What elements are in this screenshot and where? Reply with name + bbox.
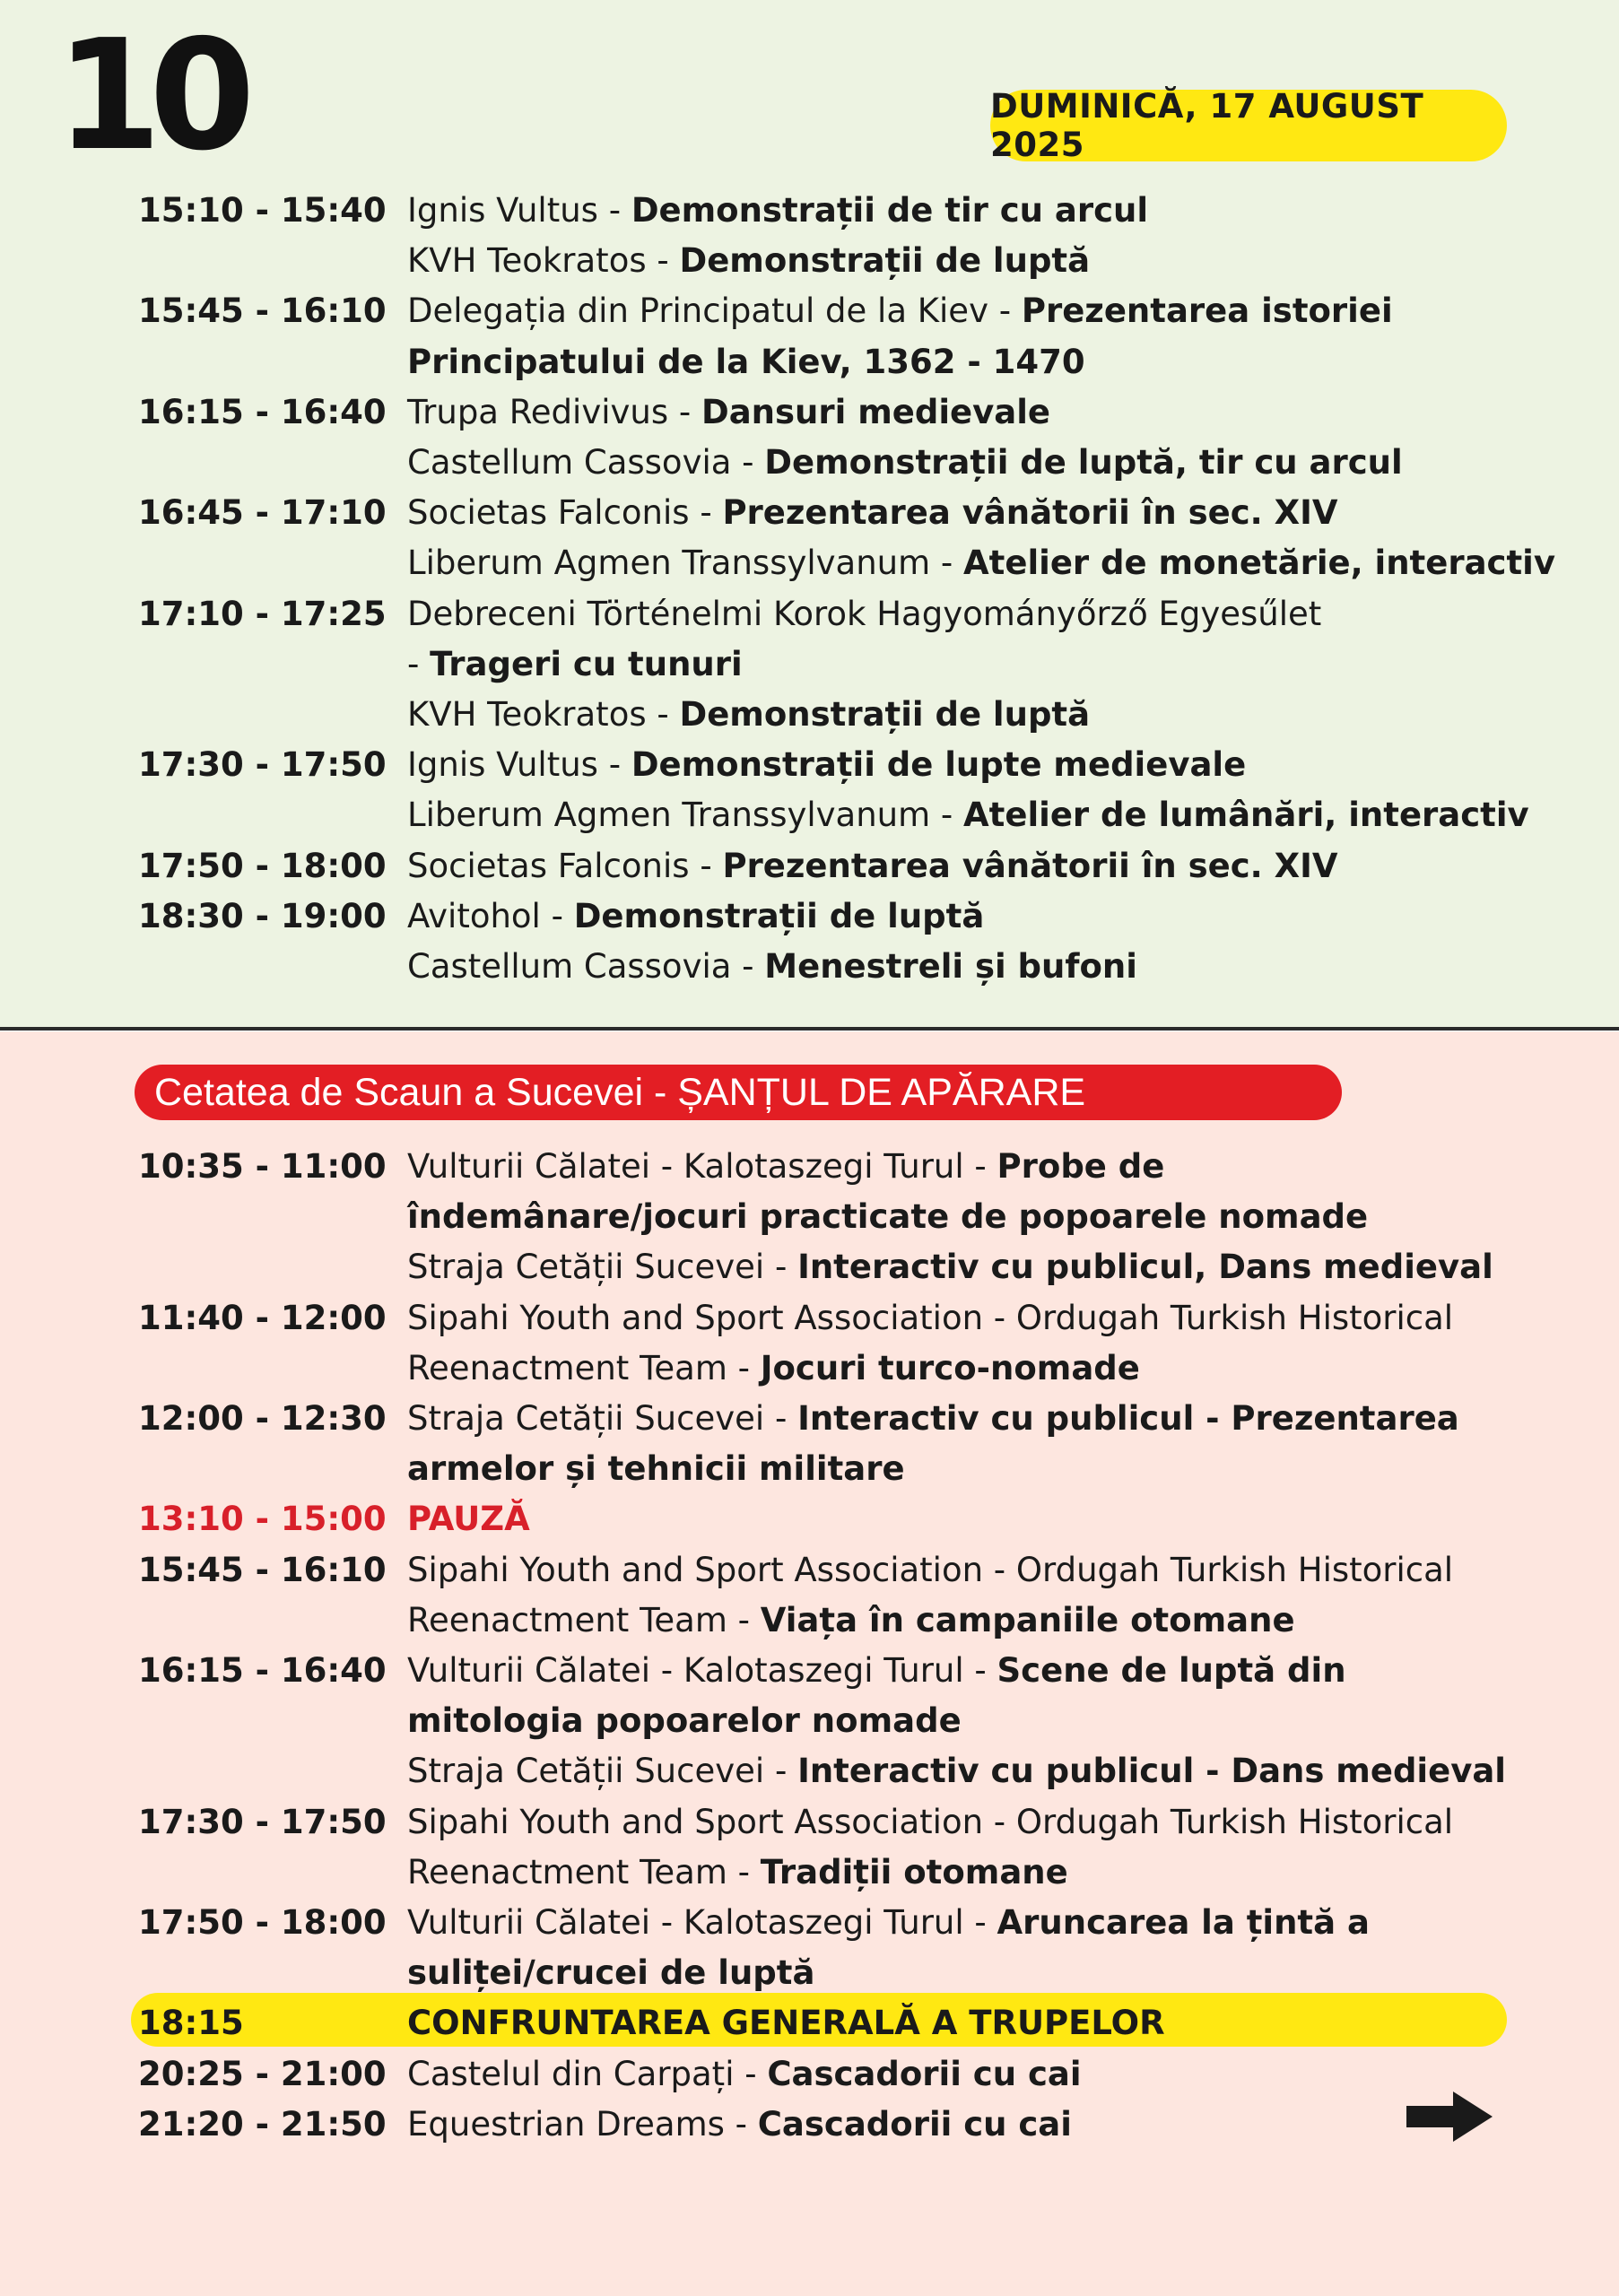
group-name: Castellum Cassovia - (407, 947, 765, 986)
schedule-row (0, 1898, 1619, 1948)
schedule-row (0, 1746, 1619, 1796)
date-badge: DUMINICĂ, 17 AUGUST 2025 (990, 90, 1507, 161)
schedule-row (0, 1394, 1619, 1444)
schedule-row (0, 740, 1619, 790)
group-name: KVH Teokratos - (407, 241, 680, 281)
event-name: Cascadorii cu cai (757, 2104, 1072, 2144)
event-name: PAUZĂ (407, 1500, 530, 1539)
group-name: Sipahi Youth and Sport Association - Ordugah Turkish Historical (407, 1550, 1454, 1589)
activity (407, 236, 1090, 286)
activity (407, 891, 984, 942)
schedule-row (0, 1242, 1619, 1292)
group-name: Ignis Vultus - (407, 191, 631, 230)
group-name: Castellum Cassovia - (407, 443, 765, 482)
activity (407, 387, 1050, 438)
event-name: Interactiv cu publicul - Dans medieval (797, 1752, 1506, 1791)
time-slot: 20:25 - 21:00 (138, 2054, 387, 2093)
activity (407, 337, 1085, 387)
group-name: Liberum Agmen Transsylvanum - (407, 796, 964, 835)
time-slot: 21:20 - 21:50 (138, 2104, 387, 2144)
event-name: CONFRUNTAREA GENERALĂ A TRUPELOR (407, 2004, 1165, 2043)
group-name: Castelul din Carpați - (407, 2054, 768, 2093)
schedule-row (0, 1444, 1619, 1494)
schedule-row (0, 1545, 1619, 1596)
activity (407, 2100, 1072, 2150)
section-divider (0, 1027, 1619, 1031)
activity (407, 286, 1393, 336)
time-slot: 17:30 - 17:50 (138, 1802, 387, 1841)
group-name: Sipahi Youth and Sport Association - Ordugah Turkish Historical (407, 1802, 1454, 1841)
schedule-row (0, 2049, 1619, 2100)
event-name: Aruncarea la țintă a (997, 1903, 1370, 1942)
group-name: Straja Cetății Sucevei - (407, 1248, 798, 1287)
activity (407, 1242, 1493, 1292)
activity (407, 1948, 814, 1998)
activity (407, 1998, 1165, 2048)
schedule-row (0, 1293, 1619, 1344)
activity (407, 186, 1148, 236)
event-name: Demonstrații de luptă (679, 695, 1091, 734)
arrow-right-icon[interactable] (1406, 2092, 1493, 2142)
schedule-row (0, 337, 1619, 387)
schedule-row (0, 488, 1619, 538)
schedule-row (0, 1646, 1619, 1696)
event-name: Atelier de lumânări, interactiv (963, 796, 1529, 835)
group-name: Vulturii Călatei - Kalotaszegi Turul - (407, 1147, 997, 1186)
group-name: Debreceni Történelmi Korok Hagyományőrző Egyesűlet (407, 594, 1322, 633)
group-name: Vulturii Călatei - Kalotaszegi Turul - (407, 1651, 997, 1690)
event-name: Scene de luptă din (997, 1651, 1346, 1690)
activity (407, 1848, 1068, 1898)
time-slot: 12:00 - 12:30 (138, 1399, 387, 1438)
schedule-row (0, 639, 1619, 690)
activity (407, 1444, 905, 1494)
time-slot: 15:10 - 15:40 (138, 191, 387, 230)
schedule-row (0, 891, 1619, 942)
group-name: Equestrian Dreams - (407, 2104, 758, 2144)
event-name: Prezentarea vânătorii în sec. XIV (722, 493, 1338, 533)
schedule-row (0, 438, 1619, 488)
event-name: Demonstrații de lupte medievale (631, 745, 1247, 785)
activity (407, 690, 1090, 740)
activity (407, 1293, 1453, 1344)
group-name: Sipahi Youth and Sport Association - Ordugah Turkish Historical (407, 1298, 1454, 1337)
event-name: Demonstrații de tir cu arcul (631, 191, 1149, 230)
group-name: Straja Cetății Sucevei - (407, 1399, 798, 1438)
activity (407, 1596, 1295, 1646)
group-name: - (407, 644, 431, 683)
event-name: Trageri cu tunuri (430, 644, 743, 683)
event-name: suliței/crucei de luptă (407, 1953, 815, 1993)
group-name: Reenactment Team - (407, 1852, 761, 1892)
time-slot: 17:30 - 17:50 (138, 745, 387, 785)
activity (407, 841, 1338, 891)
group-name: Societas Falconis - (407, 493, 723, 533)
group-name: Delegația din Principatul de la Kiev - (407, 291, 1022, 331)
activity (407, 1192, 1368, 1242)
event-name: Demonstrații de luptă, tir cu arcul (764, 443, 1403, 482)
schedule-row (0, 286, 1619, 336)
schedule-row (0, 1344, 1619, 1394)
event-name: armelor și tehnicii militare (407, 1449, 905, 1489)
schedule-row (0, 1142, 1619, 1192)
group-name: Avitohol - (407, 896, 574, 935)
event-name: Atelier de monetărie, interactiv (963, 544, 1555, 583)
event-name: Demonstrații de luptă (679, 241, 1091, 281)
schedule-row (0, 1848, 1619, 1898)
schedule-row (0, 1494, 1619, 1544)
event-name: Interactiv cu publicul - Prezentarea (797, 1399, 1459, 1438)
schedule-row (0, 589, 1619, 639)
activity (407, 1394, 1459, 1444)
time-slot: 17:10 - 17:25 (138, 594, 387, 633)
activity (407, 740, 1246, 790)
page-number: 10 (56, 7, 243, 185)
schedule-row (0, 1948, 1619, 1998)
group-name: Trupa Redivivus - (407, 392, 701, 431)
time-slot: 17:50 - 18:00 (138, 1903, 387, 1942)
schedule-row (0, 387, 1619, 438)
activity (407, 1696, 962, 1746)
event-name: mitologia popoarelor nomade (407, 1701, 962, 1741)
time-slot: 13:10 - 15:00 (138, 1500, 387, 1539)
time-slot: 10:35 - 11:00 (138, 1147, 387, 1186)
event-name: Dansuri medievale (701, 392, 1050, 431)
schedule-row (0, 1998, 1619, 2048)
schedule-row (0, 236, 1619, 286)
activity (407, 1646, 1346, 1696)
activity (407, 1344, 1140, 1394)
event-name: Jocuri turco-nomade (760, 1348, 1140, 1387)
time-slot: 16:15 - 16:40 (138, 1651, 387, 1690)
activity (407, 639, 743, 690)
schedule-row (0, 841, 1619, 891)
group-name: Societas Falconis - (407, 846, 723, 885)
activity (407, 1898, 1370, 1948)
time-slot: 16:15 - 16:40 (138, 392, 387, 431)
group-name: Reenactment Team - (407, 1348, 761, 1387)
activity (407, 1494, 530, 1544)
schedule-row (0, 1797, 1619, 1848)
section-title-banner: Cetatea de Scaun a Sucevei - ȘANȚUL DE APĂRARE (135, 1065, 1342, 1120)
group-name: Liberum Agmen Transsylvanum - (407, 544, 964, 583)
time-slot: 16:45 - 17:10 (138, 493, 387, 533)
schedule-row (0, 1192, 1619, 1242)
group-name: Reenactment Team - (407, 1600, 761, 1639)
event-name: Demonstrații de luptă (573, 896, 985, 935)
activity (407, 2049, 1082, 2100)
activity (407, 538, 1555, 588)
schedule-row (0, 790, 1619, 840)
activity (407, 1142, 1164, 1192)
time-slot: 18:30 - 19:00 (138, 896, 387, 935)
schedule-row (0, 186, 1619, 236)
event-name: Principatului de la Kiev, 1362 - 1470 (407, 342, 1085, 381)
activity (407, 1797, 1453, 1848)
time-slot: 11:40 - 12:00 (138, 1298, 387, 1337)
event-name: Viața în campaniile otomane (760, 1600, 1295, 1639)
activity (407, 589, 1321, 639)
time-slot: 17:50 - 18:00 (138, 846, 387, 885)
activity (407, 942, 1137, 992)
event-name: Interactiv cu publicul, Dans medieval (797, 1248, 1493, 1287)
activity (407, 1545, 1453, 1596)
event-name: Tradiții otomane (760, 1852, 1068, 1892)
event-name: Probe de (997, 1147, 1165, 1186)
schedule-row (0, 1696, 1619, 1746)
group-name: Vulturii Călatei - Kalotaszegi Turul - (407, 1903, 997, 1942)
event-name: Cascadorii cu cai (767, 2054, 1082, 2093)
time-slot: 15:45 - 16:10 (138, 1550, 387, 1589)
event-name: Menestreli și bufoni (764, 947, 1137, 986)
schedule-row (0, 2100, 1619, 2150)
activity (407, 488, 1338, 538)
event-name: îndemânare/jocuri practicate de popoarele nomade (407, 1197, 1369, 1237)
activity (407, 790, 1529, 840)
group-name: Ignis Vultus - (407, 745, 631, 785)
event-name: Prezentarea vânătorii în sec. XIV (722, 846, 1338, 885)
group-name: KVH Teokratos - (407, 695, 680, 734)
group-name: Straja Cetății Sucevei - (407, 1752, 798, 1791)
schedule-row (0, 1596, 1619, 1646)
schedule-row (0, 538, 1619, 588)
activity (407, 438, 1403, 488)
event-name: Prezentarea istoriei (1021, 291, 1393, 331)
time-slot: 15:45 - 16:10 (138, 291, 387, 331)
time-slot: 18:15 (138, 2004, 244, 2043)
schedule-row (0, 690, 1619, 740)
activity (407, 1746, 1506, 1796)
schedule-row (0, 942, 1619, 992)
